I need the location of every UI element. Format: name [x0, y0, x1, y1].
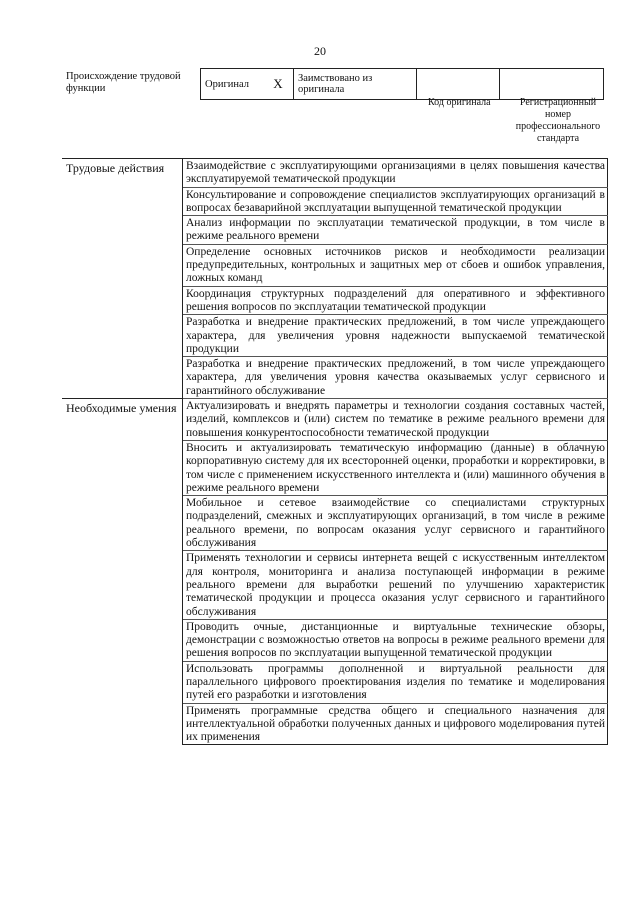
- labor-actions-label: Трудовые действия: [62, 159, 183, 399]
- skill-item: Применять программные средства общего и специального назначения для интеллектуальной обработки полученных данных и цифрового моделирования путей их применения: [183, 703, 608, 745]
- function-table: [62, 158, 608, 745]
- skills-label: Необходимые умения: [62, 399, 183, 745]
- skill-item: Мобильное и сетевое взаимодействие со специалистами структурных подразделений, смежных и эксплуатирующих организаций, в том числе в режиме реального времени, по вопросам оказания услуг сервисного и гарантийного обслуживания: [183, 496, 608, 551]
- labor-action-item: Координация структурных подразделений для оперативного и эффективного решения вопросов по эксплуатации тематической продукции: [183, 286, 608, 315]
- table-row: [62, 159, 608, 188]
- labor-action-item: Разработка и внедрение практических предложений, в том числе упреждающего характера, для увеличения уровня надежности выпускаемой тематической продукции: [183, 315, 608, 357]
- skill-item: Вносить и актуализировать тематическую информацию (данные) в облачную корпоративную систему для их всесторонней оценки, проработки и корректировки, в том числе с применением искусственного интеллекта и (или) машинного обучения в режиме реального времени: [183, 440, 608, 495]
- labor-action-item: Разработка и внедрение практических предложений, в том числе упреждающего характера, для увеличения уровня качества оказываемых услуг сервисного и гарантийного обслуживание: [183, 357, 608, 399]
- origin-label: Происхождение трудовой функции: [66, 71, 181, 94]
- labor-action-item: Определение основных источников рисков и необходимости реализации предупредительных, контрольных и защитных мер от сбоев и ошибок управления, ложных команд: [183, 244, 608, 286]
- skill-item: Актуализировать и внедрять параметры и технологии создания составных частей, изделий, комплексов и (или) систем по тематике в режиме реального времени для повышения конкурентоспособности тематической продукции: [183, 399, 608, 441]
- table-row: [62, 399, 608, 441]
- original-mark: X: [263, 69, 294, 100]
- labor-action-item: Взаимодействие с эксплуатирующими организациями в целях повышения качества эксплуатируемой тематической продукции: [183, 159, 608, 188]
- reg-caption: Регистрационный номер профессионального стандарта: [515, 97, 601, 144]
- skill-item: Применять технологии и сервисы интернета вещей с искусственным интеллектом для контроля, мониторинга и анализа поступающей информации в режиме реального времени для выработки решений по улучшению характеристик тематической продукции и процесса оказания услуг сервисного и гарантийного обслуживания: [183, 551, 608, 619]
- skill-item: Проводить очные, дистанционные и виртуальные технические обзоры, демонстрации с возможностью ответов на вопросы в режиме реального времени для решения вопросов по эксплуатации выпущенной тематической продукции: [183, 619, 608, 661]
- reg-number-cell: [500, 69, 604, 100]
- origin-table: [200, 68, 604, 100]
- code-caption: Код оригинала: [428, 97, 491, 108]
- skill-item: Использовать программы дополненной и виртуальной реальности для параллельного цифрового проектирования изделия по тематике и моделирования путей его разработки и изготовления: [183, 661, 608, 703]
- labor-action-item: Консультирование и сопровождение специалистов эксплуатирующих организаций в вопросах безаварийной эксплуатации выпущенной тематической продукции: [183, 187, 608, 216]
- page-number: 20: [314, 44, 326, 58]
- original-cell: Оригинал: [201, 69, 264, 100]
- borrowed-cell: Заимствовано из оригинала: [294, 69, 417, 100]
- labor-action-item: Анализ информации по эксплуатации тематической продукции, в том числе в режиме реального времени: [183, 216, 608, 245]
- code-cell: [417, 69, 500, 100]
